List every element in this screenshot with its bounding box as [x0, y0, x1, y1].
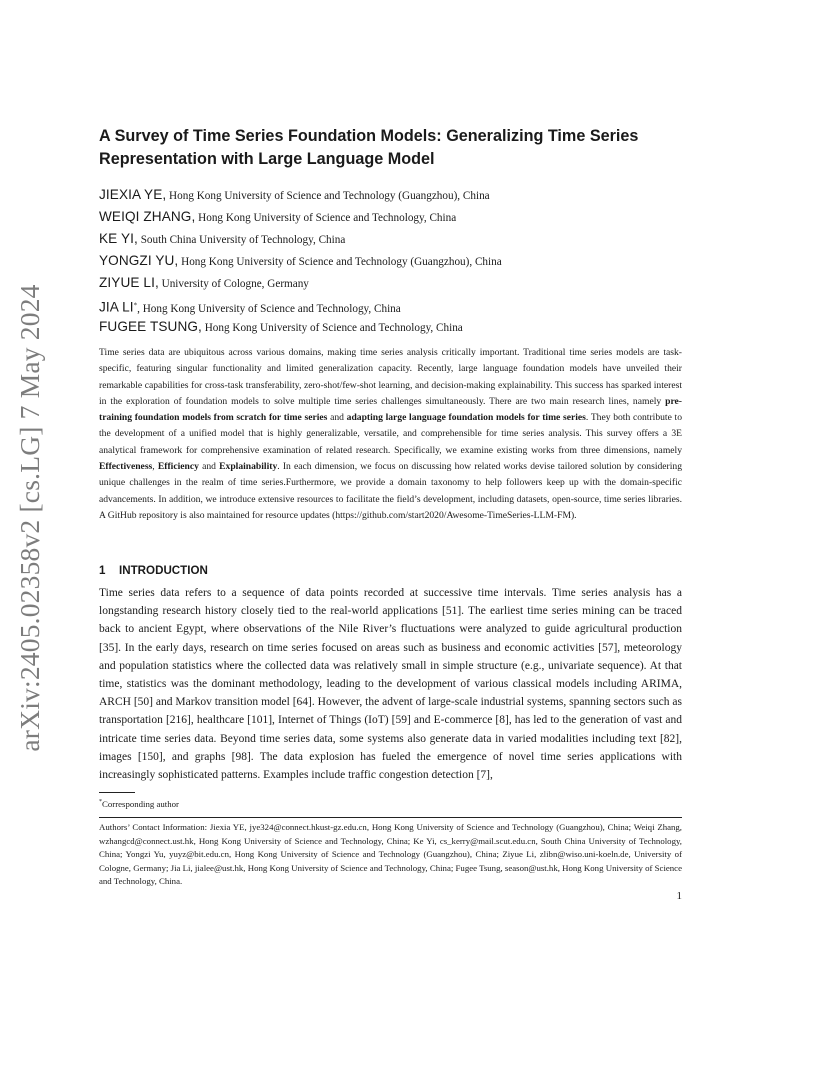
arxiv-side-stamp	[2, 286, 58, 750]
footnote-marker: *	[99, 799, 102, 805]
author-affiliation: Hong Kong University of Science and Technology, China	[195, 212, 457, 224]
author-name: WEIQI ZHANG,	[99, 209, 196, 224]
author-entry	[99, 272, 719, 294]
author-contact-information: Authors’ Contact Information: Jiexia YE, jye324@connect.hkust-gz.edu.cn, Hong Kong University of Science and Technology (Guangzhou), China; Weiqi Zhang, wzhangcd@connect.ust.hk, Hong Kong University of Science and Technology, China; Ke Yi, cs_kerry@mail.scut.edu.cn, South China University of Technology, China; Yongzi Yu, yuyz@bit.edu.cn, Hong Kong University of Science and Technology (Guangzhou), China; Ziyue Li, zlibn@wiso.uni-koeln.de, University of Cologne, Germany; Jia Li, jialee@ust.hk, Hong Kong University of Science and Technology, China; Fugee Tsung, season@ust.hk, Hong Kong University of Science and Technology, China.	[99, 822, 682, 886]
footnote-rule	[99, 792, 135, 793]
abstract-text: . In each dimension, we focus on discussing how related works devise tailored solution by considering unique challenges in the realm of time series.Furthermore, we provide a domain taxonomy to help followers keep up with the domain-specific advancements. In addition, we introduce extensive resources to facilitate the field’s development, including datasets, open-source, time series libraries. A GitHub repository is also maintained for resource updates (https://github.com/start2020/Awesome-TimeSeries-LLM-FM).	[99, 461, 683, 521]
abstract-text: and	[198, 461, 220, 473]
author-affiliation: Hong Kong University of Science and Technology (Guangzhou), China	[166, 190, 490, 202]
author-name: KE YI,	[99, 231, 138, 246]
section-heading	[99, 562, 208, 580]
abstract-text: . They both contribute to the development of a unified model that is highly generalizable, versatile, and comprehensible for time series analysis. This survey offers a 3E analytical framework for comprehensive examination of related research. Specifically, we examine existing works from three dimensions, namely	[99, 412, 682, 456]
footnote	[99, 796, 179, 810]
arxiv-identifier: arXiv:2405.02358v2 [cs.LG] 7 May 2024	[14, 284, 45, 752]
author-affiliation: Hong Kong University of Science and Technology (Guangzhou), China	[178, 256, 502, 268]
author-name: JIEXIA YE,	[99, 187, 167, 202]
author-entry	[99, 316, 719, 338]
abstract-emphasis: Efficiency	[157, 461, 199, 473]
author-affiliation: South China University of Technology, China	[137, 234, 346, 246]
author-affiliation: , Hong Kong University of Science and Technology, China	[137, 302, 401, 315]
author-entry	[99, 206, 719, 228]
page-number: 1	[676, 890, 682, 902]
contact-rule	[99, 817, 682, 818]
paper-title: A Survey of Time Series Foundation Models: Generalizing Time Series Representation with Large Language Model	[99, 127, 639, 168]
abstract-emphasis: pre-training foundation models from scratch for time series	[99, 395, 682, 424]
abstract-text: Time series data are ubiquitous across various domains, making time series analysis critically important. Traditional time series models are task-specific, featuring singular functionality and limited generalization capacity. Recently, large language foundation models have unveiled their remarkable capabilities for cross-task transferability, zero-shot/few-shot learning, and decision-making explainability. This success has sparked interest in the exploration of foundation models to solve multiple time series challenges simultaneously. There are two main research lines, namely	[99, 347, 682, 407]
author-entry	[99, 250, 719, 272]
section-number: 1	[99, 564, 106, 577]
author-affiliation: University of Cologne, Germany	[158, 278, 309, 290]
author-list	[99, 184, 719, 338]
abstract-emphasis: Effectiveness	[99, 461, 153, 473]
section-title: INTRODUCTION	[119, 564, 208, 577]
introduction-paragraph: Time series data refers to a sequence of data points recorded at successive time intervals. Time series analysis has a longstanding research history closely tied to the real-world applications [51]. The earliest time series mining can be traced back to ancient Egypt, where observations of the Nile River’s fluctuations were analyzed to guide agricultural production [35]. In the early days, research on time series focused on areas such as business and economic activities [57], meteorology and population statistics where the collected data was relatively small in simple structure (e.g., univariate sequence). At that time, statistics was the dominant methodology, leading to the development of various classical models including ARIMA, ARCH [50] and Markov transition model [64]. However, the advent of large-scale industrial systems, spanning sectors such as transportation [216], healthcare [101], Internet of Things (IoT) [59] and E-commerce [8], has led to the generation of vast and intricate time series data. Beyond time series data, some systems also generate data in varied modalities including text [82], images [150], and graphs [98]. The data explosion has fueled the emergence of novel time series applications with increasingly sophisticated patterns. Examples include traffic congestion detection [7],	[99, 587, 682, 782]
author-entry	[99, 228, 719, 250]
author-name: ZIYUE LI,	[99, 275, 159, 290]
author-name: FUGEE TSUNG,	[99, 319, 202, 334]
abstract-emphasis: Explainability	[219, 461, 278, 473]
footnote-text: Corresponding author	[102, 798, 179, 809]
author-affiliation: Hong Kong University of Science and Technology, China	[201, 322, 463, 334]
abstract-text: and	[327, 412, 347, 424]
author-entry	[99, 184, 719, 206]
abstract	[99, 345, 682, 524]
corresponding-author-marker: *	[133, 301, 138, 309]
abstract-emphasis: adapting large language foundation models for time series	[346, 412, 586, 424]
author-entry	[99, 294, 719, 316]
author-name: JIA LI	[99, 299, 134, 315]
abstract-text: ,	[152, 461, 158, 473]
author-name: YONGZI YU,	[99, 253, 179, 268]
